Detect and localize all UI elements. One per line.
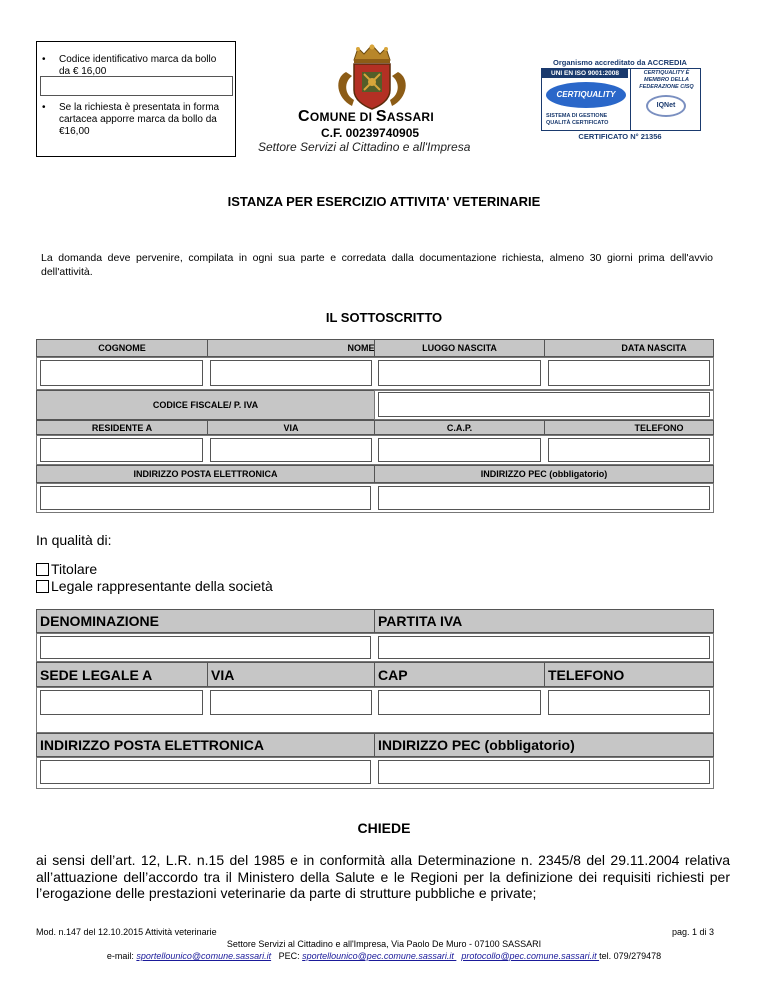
- label-pec-societa: INDIRIZZO PEC (obbligatorio): [374, 733, 714, 757]
- document-title: ISTANZA PER ESERCIZIO ATTIVITA' VETERINARIE: [227, 194, 541, 209]
- input-cognome[interactable]: [40, 360, 203, 386]
- footer-page: pag. 1 di 3: [672, 927, 715, 937]
- label-cap-sede: CAP: [374, 662, 545, 687]
- settore-subtitle: Settore Servizi al Cittadino e all'Impresa: [258, 140, 471, 154]
- input-sede-legale[interactable]: [40, 690, 203, 715]
- label-cap: C.A.P.: [374, 420, 545, 435]
- footer-email-link[interactable]: sportellounico@comune.sassari.it: [136, 951, 272, 961]
- checkbox-titolare[interactable]: [36, 563, 49, 576]
- footer-mod: Mod. n.147 del 12.10.2015 Attività veterinarie: [36, 927, 217, 937]
- footer-phone: tel. 079/279478: [599, 951, 662, 961]
- input-email-societa[interactable]: [40, 760, 371, 784]
- cert-frame: [541, 68, 701, 131]
- certiquality-logo: CERTIQUALITY: [546, 82, 626, 108]
- input-email[interactable]: [40, 486, 371, 510]
- codice-fiscale-comune: C.F. 00239740905: [321, 126, 420, 140]
- input-data-nascita[interactable]: [548, 360, 710, 386]
- input-telefono-sede[interactable]: [548, 690, 710, 715]
- label-partita-iva: PARTITA IVA: [374, 609, 714, 633]
- option-titolare-label: Titolare: [51, 561, 98, 577]
- input-cap[interactable]: [378, 438, 541, 462]
- footer-pec-link-sportello[interactable]: sportellounico@pec.comune.sassari.it: [302, 951, 457, 961]
- qualita-label: In qualità di:: [36, 532, 112, 548]
- label-codice-fiscale: CODICE FISCALE/ P. IVA: [36, 390, 375, 420]
- input-via-sede[interactable]: [210, 690, 372, 715]
- cert-member-panel: [630, 69, 701, 131]
- intro-text: La domanda deve pervenire, compilata in ogni sua parte e corredata dalla documentazione richiesta, almeno 30 giorni prima dell'avvio dell'attività.: [41, 252, 713, 278]
- label-luogo-nascita: LUOGO NASCITA: [374, 339, 545, 357]
- certiquality-badge: [533, 58, 707, 140]
- label-denominazione: DENOMINAZIONE: [36, 609, 375, 633]
- stamp-item-text: Codice identificativo marca da bollo da € 16,00: [59, 54, 217, 77]
- input-denominazione[interactable]: [40, 636, 371, 659]
- label-email: INDIRIZZO POSTA ELETTRONICA: [36, 465, 375, 483]
- input-residente[interactable]: [40, 438, 203, 462]
- section-sottoscritto: IL SOTTOSCRITTO: [325, 310, 443, 325]
- request-body-text: ai sensi dell’art. 12, L.R. n.15 del 1985 e in conformità alla Determinazione n. 2345/8 del 29.11.2004 relativa all’attuazione dell’accordo tra il Ministero della Salute e le Regioni per la definizione dei requisiti richiesti per l’erogazione delle prestazioni veterinarie da parte di strutture pubbliche e private;: [36, 852, 730, 901]
- stamp-code-field[interactable]: [40, 76, 233, 96]
- label-residente: RESIDENTE A: [36, 420, 208, 435]
- option-titolare[interactable]: [36, 561, 97, 577]
- bullet: •: [42, 54, 46, 65]
- stamp-item-marca: [42, 102, 229, 138]
- iqnet-logo: IQNet: [646, 95, 686, 117]
- bullet: •: [42, 102, 46, 113]
- footer-address: Settore Servizi al Cittadino e all'Impresa, Via Paolo De Muro - 07100 SASSARI: [226, 939, 542, 949]
- input-partita-iva[interactable]: [378, 636, 710, 659]
- label-nome: NOME: [207, 339, 375, 357]
- stamp-box: [36, 41, 236, 157]
- stamp-item-codice: [42, 54, 229, 78]
- label-via: VIA: [207, 420, 375, 435]
- cert-iso-text: UNI EN ISO 9001:2008: [542, 69, 628, 78]
- cert-accredia-text: Organismo accreditato da ACCREDIA: [553, 58, 687, 67]
- input-via[interactable]: [210, 438, 372, 462]
- input-codice-fiscale[interactable]: [378, 392, 710, 417]
- option-legale-label: Legale rappresentante della società: [51, 578, 273, 594]
- cert-member-text: CERTIQUALITY È MEMBRO DELLA FEDERAZIONE CISQ: [639, 70, 694, 90]
- input-cap-sede[interactable]: [378, 690, 541, 715]
- label-cognome: COGNOME: [36, 339, 208, 357]
- cert-number: CERTIFICATO N° 21356: [578, 132, 662, 141]
- label-data-nascita: DATA NASCITA: [544, 339, 714, 357]
- checkbox-legale[interactable]: [36, 580, 49, 593]
- label-pec: INDIRIZZO PEC (obbligatorio): [374, 465, 714, 483]
- input-pec-societa[interactable]: [378, 760, 710, 784]
- cert-system-text: SISTEMA DI GESTIONE QUALITÀ CERTIFICATO: [546, 113, 609, 126]
- input-pec[interactable]: [378, 486, 710, 510]
- option-legale[interactable]: [36, 578, 273, 594]
- input-luogo-nascita[interactable]: [378, 360, 541, 386]
- label-sede-legale: SEDE LEGALE A: [36, 662, 208, 687]
- label-via-sede: VIA: [207, 662, 375, 687]
- city-crest-logo: [324, 42, 420, 112]
- input-nome[interactable]: [210, 360, 372, 386]
- label-telefono-sede: TELEFONO: [544, 662, 714, 687]
- label-email-societa: INDIRIZZO POSTA ELETTRONICA: [36, 733, 375, 757]
- stamp-item-text: Se la richiesta è presentata in forma cartacea apporre marca da bollo da €16,00: [59, 102, 220, 137]
- footer-contacts: e-mail: sportellounico@comune.sassari.it PEC: sportellounico@pec.comune.sassari.it protocollo@pec.comune.sassari.it tel. 079/279478: [106, 951, 662, 961]
- section-chiede: CHIEDE: [357, 820, 411, 836]
- input-telefono[interactable]: [548, 438, 710, 462]
- footer-pec-link-protocollo[interactable]: protocollo@pec.comune.sassari.it: [461, 951, 600, 961]
- label-telefono: TELEFONO: [544, 420, 714, 435]
